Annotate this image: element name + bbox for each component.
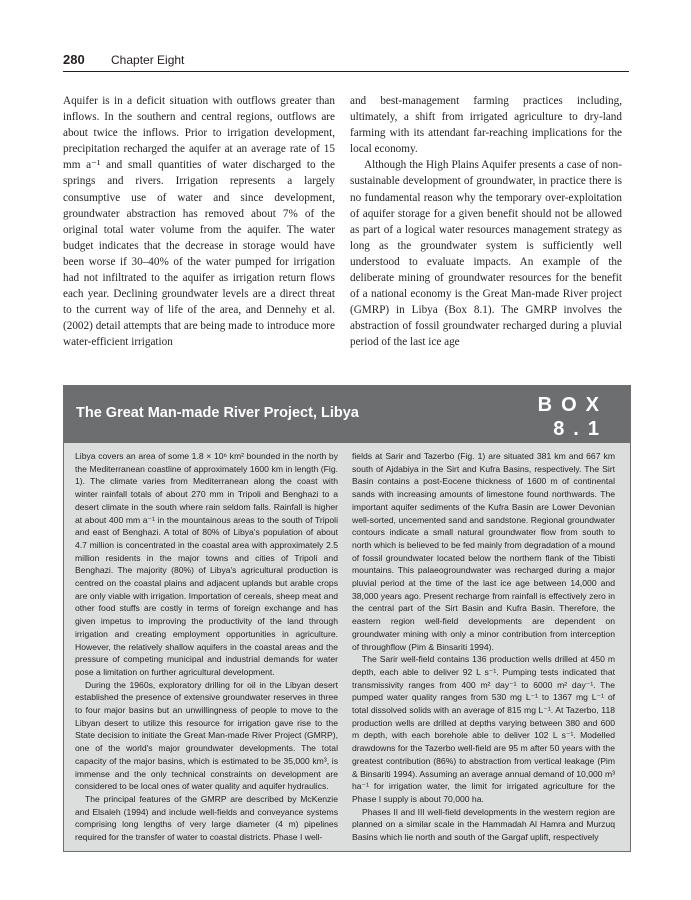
chapter-title: Chapter Eight xyxy=(111,53,185,67)
body-column-right xyxy=(350,93,622,351)
box-paragraph: fields at Sarir and Tazerbo (Fig. 1) are situated 381 km and 667 km south of Ajdabiya in the Sirt and Kufra Basins, respectively. The Sirt Basin contains a post-Eocene thickness of 1600 m of continental sands with increasing amounts of limestone found northwards. The important aquifer sediments of the Kufra Basin are Lower Devonian well-sorted, uncemented sand and sandstone. Regional groundwater contours indicate a small natural groundwater flow from south to north which is believed to be fed mainly from degradation of a mound of fossil groundwater located below the northern flank of the Tibisti mountains. This palaeogroundwater was recharged during a major pluvial period at the time of the last ice age between 14,000 and 38,000 years ago. Present recharge from rainfall is effectively zero in the central part of the Sirt Basin and Kufra Basin. Therefore, the eastern region well-field developments are dependent on groundwater mining with only a minor contribution from interception of throughflow (Pim & Binsariti 1994). xyxy=(352,451,615,652)
box-label xyxy=(538,393,608,441)
box-column-left xyxy=(75,450,338,844)
box-label-word: BOX xyxy=(537,394,608,416)
box-paragraph: During the 1960s, exploratory drilling for oil in the Libyan desert established the presence of extensive groundwater reserves in three to four major basins but an unwillingness of people to move to the Libyan desert to utilize this resource for irrigation gave rise to the State decision to initiate the Great Man-made River Project (GMRP), one of the world's major groundwater developments. The total capacity of the major basins, which is estimated to be 35,000 km³, is immense and the only technical constraints on development are considered to be local ones of water quality and aquifer hydraulics. xyxy=(75,679,338,792)
box-paragraph: Phases II and III well-field developments in the western region are planned on a similar scale in the Hammadah Al Hamra and Murzuq Basins which lie north and south of the Gargaf uplift, respectively xyxy=(352,806,615,843)
box-label-number: 8.1 xyxy=(553,418,608,440)
page-header xyxy=(63,52,629,72)
body-column-left xyxy=(63,93,335,351)
box-8-1 xyxy=(63,385,631,852)
box-paragraph: The Sarir well-field contains 136 production wells drilled at 450 m depth, each able to deliver 92 L s⁻¹. Pumping tests indicated that transmissivity ranges from 400 m² day⁻¹ to 6000 m² day⁻¹. The pumped water quality ranges from 530 mg L⁻¹ to 1367 mg L⁻¹ of total dissolved solids with an average of 815 mg L⁻¹. At Tazerbo, 118 production wells are drilled at depths varying between 380 and 600 m depth, with each borehole able to deliver 102 L s⁻¹. Modelled drawdowns for the Tazerbo well-field are 95 m after 50 years with the greatest contribution (86%) to abstraction from vertical leakage (Pim & Binsariti 1994). Assuming an average annual demand of 10,000 m³ ha⁻¹ for irrigation water, the limit for irrigated agriculture for the Phase I supply is about 70,000 ha. xyxy=(352,654,615,804)
box-title: The Great Man-made River Project, Libya xyxy=(76,405,359,421)
box-header xyxy=(64,386,630,443)
body-paragraph: Although the High Plains Aquifer presents a case of non-sustainable development of groundwater, in practice there is no fundamental reason why the temporary over-exploitation of aquifer storage for a given benefit should not be allowed as part of a logical water resources management strategy as long as the groundwater system is sufficiently well understood to evaluate impacts. An example of the deliberate mining of groundwater resources for the benefit of a national economy is the Great Man-made River project (GMRP) in Libya (Box 8.1). The GMRP involves the abstraction of fossil groundwater recharged during a pluvial period of the last ice age xyxy=(350,159,622,349)
body-paragraph: and best-management farming practices including, ultimately, a shift from irrigated agriculture to dry-land farming with its attendant far-reaching implications for the local economy. xyxy=(350,95,622,156)
box-paragraph: The principal features of the GMRP are described by McKenzie and Elsaleh (1994) and include well-fields and conveyance systems comprising long lengths of very large diameter (4 m) pipelines required for the transfer of water to coastal districts. Phase I well- xyxy=(75,793,338,843)
box-column-right xyxy=(352,450,615,844)
header-rule xyxy=(63,71,629,72)
page-number: 280 xyxy=(63,52,85,67)
body-paragraph: Aquifer is in a deficit situation with outflows greater than inflows. In the southern and central regions, outflows are about twice the inflows. Prior to irrigation development, precipitation recharged the aquifer at an average rate of 15 mm a⁻¹ and small quantities of water discharged to the springs and rivers. Irrigation represents a largely consumptive use of water and since development, groundwater abstraction has removed about 7% of the original total water volume from the aquifer. The water budget indicates that the decrease in storage would have been worse if 30–40% of the water pumped for irrigation had not infiltrated to the aquifer as irrigation return flows each year. Declining groundwater levels are a direct threat to the current way of life of the area, and Dennehy et al. (2002) detail attempts that are being made to introduce more water-efficient irrigation xyxy=(63,95,335,349)
box-paragraph: Libya covers an area of some 1.8 × 10⁶ km² bounded in the north by the Mediterranean coastline of approximately 1600 km in length (Fig. 1). The climate varies from Mediterranean along the coast with winter rainfall totals of about 270 mm in Tripoli and Benghazi to a desert climate in the south where rain seldom falls. Rainfall is higher at about 400 mm a⁻¹ in the mountainous areas to the south of Tripoli and east of Benghazi. A total of 80% of Libya's population of about 4.7 million is concentrated in the coastal area with approximately 2.5 million residents in the major towns and cities of Tripoli and Benghazi. The majority (80%) of Libya's agricultural production is centred on the coastal plains and adjacent uplands but arable crops are only viable with irrigation. Importation of cereals, sheep meat and other food stuffs are costly in terms of foreign exchange and has given impetus to improving the productivity of the land through irrigation and creating employment opportunities in agriculture. However, the relatively shallow aquifers in the coastal areas and the pressure of competing municipal and industrial demands for water pose a limitation on further agricultural development. xyxy=(75,451,338,677)
